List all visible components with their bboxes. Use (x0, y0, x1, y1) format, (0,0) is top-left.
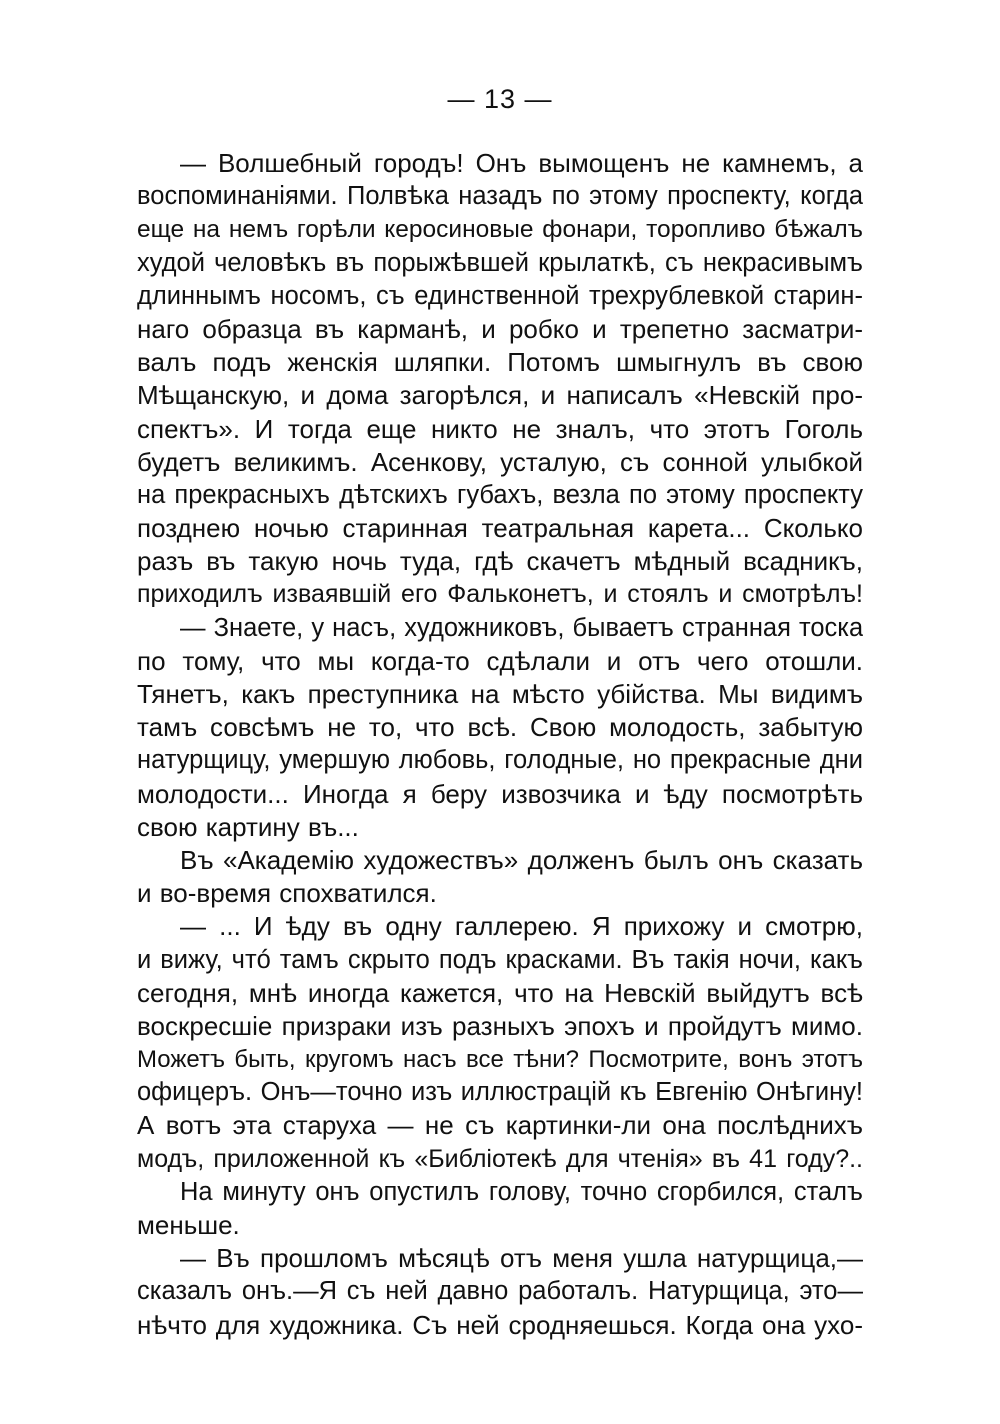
text-line: — Знаете, у насъ, художниковъ, бываетъ странная тоска (180, 613, 863, 642)
text-line: натурщицу, умершую любовь, голодные, но прекрасные дни (137, 746, 863, 775)
text-line: А вотъ эта старуха — не съ картинки-ли она послѣднихъ (137, 1110, 863, 1141)
text-line: Мѣщанскую, и дома загорѣлся, и написалъ «Невскій про- (137, 380, 863, 411)
text-line: сегодня, мнѣ иногда кажется, что на Невскій выйдутъ всѣ (137, 977, 863, 1008)
text-line: позднею ночью старинная театральная карета... Сколько (137, 513, 863, 544)
text-line: наго образца въ карманѣ, и робко и трепетно засматри- (137, 313, 863, 344)
text-line: молодости... Иногда я беру извозчика и ѣду посмотрѣть (137, 778, 863, 809)
text-line: на прекрасныхъ дѣтскихъ губахъ, везла по этому проспекту (137, 480, 863, 509)
text-line: и вижу, чтó тамъ скрыто подъ красками. Въ такія ночи, какъ (137, 945, 863, 974)
text-line: воскресшіе призраки изъ разныхъ эпохъ и пройдутъ мимо. (137, 1010, 863, 1041)
text-line: модъ, приложенной къ «Библіотекѣ для чтенія» въ 41 году?.. (137, 1144, 863, 1173)
text-line: приходилъ изваявшій его Фальконетъ, и стоялъ и смотрѣлъ! (137, 580, 863, 609)
text-line: разъ въ такую ночь туда, гдѣ скачетъ мѣдный всадникъ, (137, 546, 863, 577)
text-line: воспоминаніями. Полвѣка назадъ по этому проспекту, когда (137, 182, 863, 211)
text-line: — ... И ѣду въ одну галлерею. Я прихожу и смотрю, (180, 911, 863, 942)
text-line: офицеръ. Онъ—точно изъ иллюстрацій къ Евгенію Онѣгину! (137, 1078, 863, 1107)
text-line: худой человѣкъ въ порыжѣвшей крылаткѣ, съ некрасивымъ (137, 248, 863, 277)
text-line: На минуту онъ опустилъ голову, точно сгорбился, сталъ (180, 1177, 863, 1206)
text-line: — Въ прошломъ мѣсяцѣ отъ меня ушла натурщица,— (180, 1243, 863, 1274)
text-line: нѣчто для художника. Съ ней сродняешься. Когда она ухо- (137, 1309, 863, 1340)
text-line: сказалъ онъ.—Я съ ней давно работалъ. Натурщица, это— (137, 1277, 863, 1306)
text-line: Можетъ быть, кругомъ насъ все тѣни? Посмотрите, вонъ этотъ (137, 1046, 863, 1074)
text-line: — Волшебный городъ! Онъ вымощенъ не камнемъ, а (180, 148, 863, 178)
text-line: тамъ совсѣмъ не то, что всѣ. Свою молодость, забытую (137, 712, 863, 743)
text-line: еще на немъ горѣли керосиновые фонари, торопливо бѣжалъ (137, 216, 863, 244)
page-number: — 13 — (447, 84, 553, 114)
text-line: длиннымъ носомъ, съ единственной трехрублевкой старин- (137, 281, 863, 310)
text-line: по тому, что мы когда-то сдѣлали и отъ чего отошли. (137, 645, 863, 676)
text-line: валъ подъ женскія шляпки. Потомъ шмыгнулъ въ свою (137, 347, 863, 378)
text-line: меньше. (137, 1210, 240, 1240)
text-line: будетъ великимъ. Асенкову, усталую, съ сонной улыбкой (137, 446, 863, 477)
text-line: свою картину въ... (137, 811, 359, 842)
text-line: Тянетъ, какъ преступника на мѣсто убійства. Мы видимъ (137, 679, 863, 709)
text-line: спектъ». И тогда еще никто не зналъ, что этотъ Гоголь (137, 413, 863, 444)
body-text (137, 147, 863, 1342)
text-line: Въ «Академію художествъ» долженъ былъ онъ сказать (180, 844, 863, 875)
text-line: и во-время спохватился. (137, 878, 437, 909)
